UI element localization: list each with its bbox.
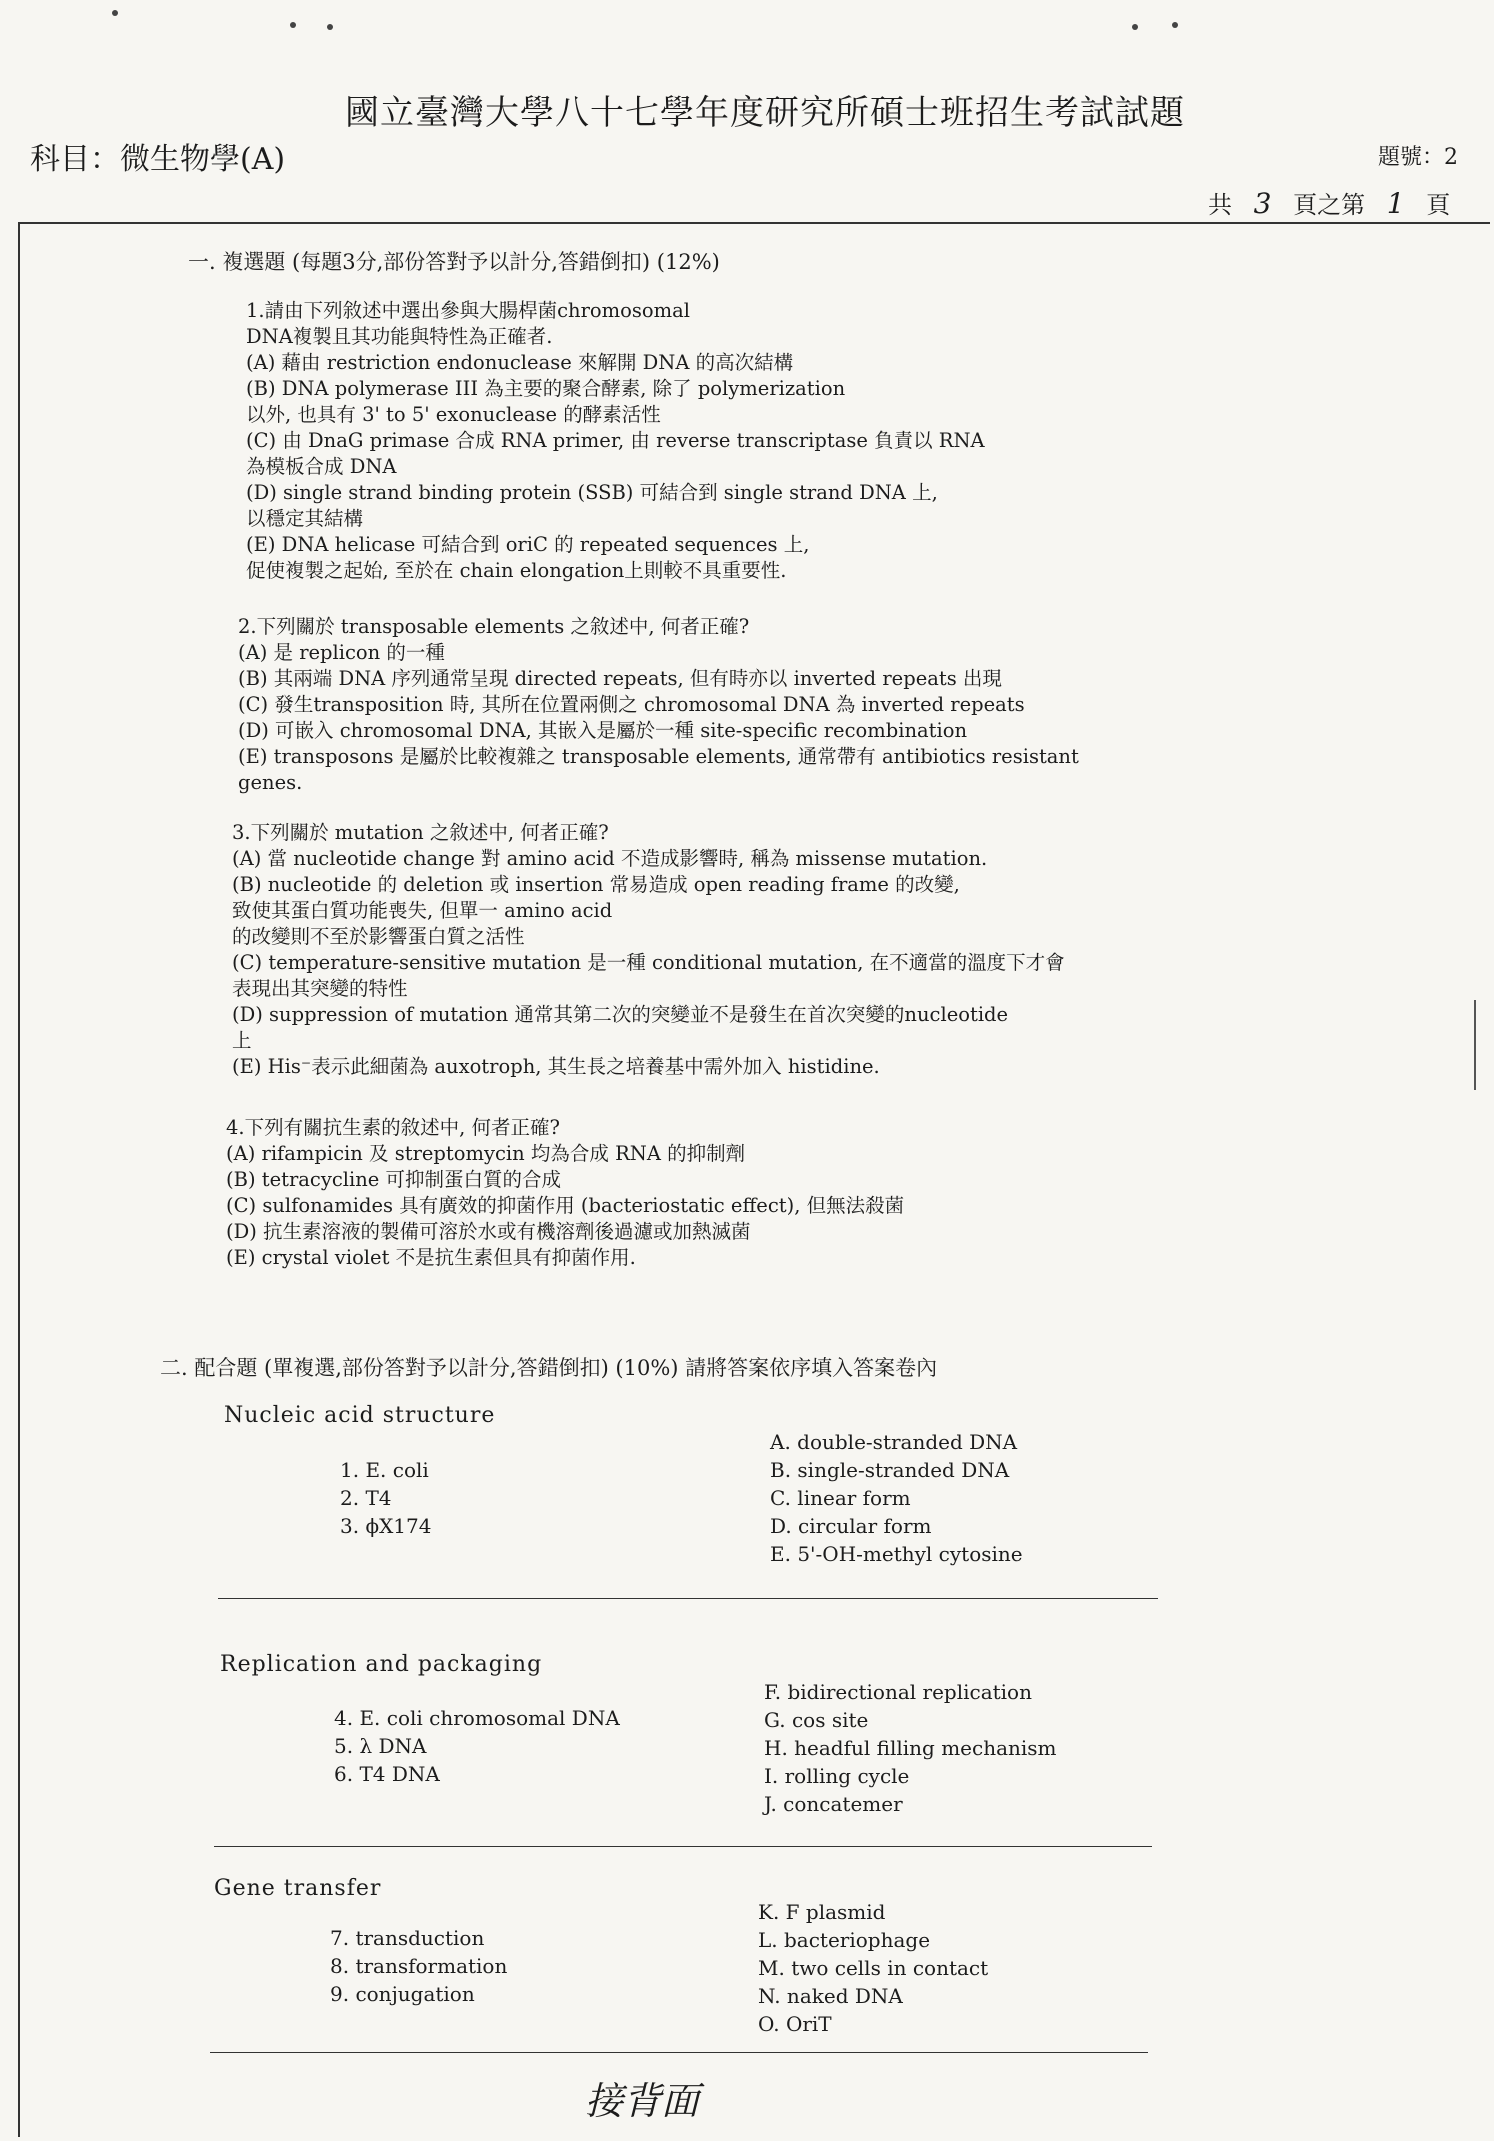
divider bbox=[214, 1846, 1152, 1847]
page-frame-right bbox=[1474, 1000, 1476, 1090]
page-total: 3 bbox=[1253, 187, 1272, 220]
text-line: K. F plasmid bbox=[758, 1900, 886, 1924]
text-line: B. single-stranded DNA bbox=[770, 1458, 1010, 1482]
category-label: Gene transfer bbox=[214, 1876, 382, 1901]
text-line: 1. E. coli bbox=[340, 1458, 429, 1482]
text-line: L. bacteriophage bbox=[758, 1928, 931, 1952]
text-line: 以穩定其結構 bbox=[246, 507, 364, 530]
text-line: 6. T4 DNA bbox=[334, 1762, 440, 1786]
text-line: genes. bbox=[238, 771, 303, 794]
footer-note: 接背面 bbox=[585, 2079, 700, 2123]
text-line: A. double-stranded DNA bbox=[770, 1430, 1018, 1454]
text-line: D. circular form bbox=[770, 1514, 932, 1538]
text-line: 8. transformation bbox=[330, 1954, 508, 1978]
text-line: (A) 當 nucleotide change 對 amino acid 不造成影響時, 稱為 missense mutation. bbox=[232, 847, 988, 870]
text-line: (C) 由 DnaG primase 合成 RNA primer, 由 reverse transcriptase 負責以 RNA bbox=[246, 429, 985, 452]
text-line: (B) nucleotide 的 deletion 或 insertion 常易造成 open reading frame 的改變, bbox=[232, 873, 960, 896]
text-line: 7. transduction bbox=[330, 1926, 485, 1950]
scan-speck bbox=[290, 22, 296, 28]
question-1 bbox=[246, 298, 985, 584]
text-line: F. bidirectional replication bbox=[764, 1680, 1032, 1704]
text-line: C. linear form bbox=[770, 1486, 911, 1510]
exam-title: 國立臺灣大學八十七學年度研究所碩士班招生考試試題 bbox=[345, 93, 1185, 133]
text-line: 4. E. coli chromosomal DNA bbox=[334, 1706, 620, 1730]
text-line: 為模板合成 DNA bbox=[246, 455, 397, 478]
page-frame-top bbox=[18, 222, 1490, 224]
text-line: (B) tetracycline 可抑制蛋白質的合成 bbox=[226, 1168, 562, 1191]
text-line: (C) temperature-sensitive mutation 是一種 conditional mutation, 在不適當的溫度下才會 bbox=[232, 951, 1065, 974]
text-line: 表現出其突變的特性 bbox=[232, 977, 408, 1000]
text-line: 3.下列關於 mutation 之敘述中, 何者正確? bbox=[232, 821, 609, 844]
text-line: 4.下列有關抗生素的敘述中, 何者正確? bbox=[226, 1116, 560, 1139]
divider bbox=[210, 2052, 1148, 2053]
page-info-mid: 頁之第 bbox=[1293, 191, 1366, 219]
text-line: (A) rifampicin 及 streptomycin 均為合成 RNA 的抑制劑 bbox=[226, 1142, 746, 1165]
text-line: (A) 藉由 restriction endonuclease 來解開 DNA 的高次結構 bbox=[246, 351, 794, 374]
match-left-list bbox=[334, 1704, 620, 1788]
scan-speck bbox=[1172, 22, 1178, 28]
text-line: (E) transposons 是屬於比較複雜之 transposable elements, 通常帶有 antibiotics resistant bbox=[238, 745, 1079, 768]
text-line: (C) sulfonamides 具有廣效的抑菌作用 (bacteriostatic effect), 但無法殺菌 bbox=[226, 1194, 905, 1217]
text-line: 致使其蛋白質功能喪失, 但單一 amino acid bbox=[232, 899, 613, 922]
text-line: M. two cells in contact bbox=[758, 1956, 989, 1980]
text-line: G. cos site bbox=[764, 1708, 869, 1732]
match-right-list bbox=[758, 1898, 988, 2038]
text-line: (E) DNA helicase 可結合到 oriC 的 repeated sequences 上, bbox=[246, 533, 810, 556]
text-line: (D) single strand binding protein (SSB) 可結合到 single strand DNA 上, bbox=[246, 481, 938, 504]
divider bbox=[218, 1598, 1158, 1599]
match-right-list bbox=[764, 1678, 1057, 1818]
text-line: 3. ϕX174 bbox=[340, 1514, 432, 1538]
text-line: 9. conjugation bbox=[330, 1982, 475, 2006]
text-line: 2.下列關於 transposable elements 之敘述中, 何者正確? bbox=[238, 615, 750, 638]
text-line: N. naked DNA bbox=[758, 1984, 903, 2008]
text-line: (D) suppression of mutation 通常其第二次的突變並不是發生在首次突變的nucleotide bbox=[232, 1003, 1009, 1026]
text-line: 2. T4 bbox=[340, 1486, 392, 1510]
text-line: 上 bbox=[232, 1029, 252, 1052]
match-right-list bbox=[770, 1428, 1023, 1568]
text-line: O. OriT bbox=[758, 2012, 832, 2036]
text-line: (D) 抗生素溶液的製備可溶於水或有機溶劑後過濾或加熱滅菌 bbox=[226, 1220, 751, 1243]
text-line: E. 5'-OH-methyl cytosine bbox=[770, 1542, 1023, 1566]
page-frame-left bbox=[18, 222, 20, 2137]
category-label: Replication and packaging bbox=[220, 1652, 543, 1677]
text-line: 促使複製之起始, 至於在 chain elongation上則較不具重要性. bbox=[246, 559, 787, 582]
page-current: 1 bbox=[1386, 187, 1405, 220]
question-number: 題號：2 bbox=[1378, 145, 1458, 170]
text-line: J. concatemer bbox=[764, 1792, 903, 1816]
text-line: 以外, 也具有 3' to 5' exonuclease 的酵素活性 bbox=[246, 403, 661, 426]
section1-heading: 一. 複選題 (每題3分,部份答對予以計分,答錯倒扣) (12%) bbox=[188, 250, 720, 274]
question-3 bbox=[232, 820, 1065, 1080]
question-4 bbox=[226, 1115, 904, 1271]
text-line: 5. λ DNA bbox=[334, 1734, 427, 1758]
text-line: DNA複製且其功能與特性為正確者. bbox=[246, 325, 553, 348]
text-line: (A) 是 replicon 的一種 bbox=[238, 641, 445, 664]
page-info-suffix: 頁 bbox=[1426, 191, 1451, 219]
text-line: 的改變則不至於影響蛋白質之活性 bbox=[232, 925, 525, 948]
text-line: (B) DNA polymerase III 為主要的聚合酵素, 除了 polymerization bbox=[246, 377, 846, 400]
scan-speck bbox=[327, 24, 333, 30]
text-line: 1.請由下列敘述中選出參與大腸桿菌chromosomal bbox=[246, 299, 690, 322]
question-2 bbox=[238, 614, 1079, 796]
page-info-prefix: 共 bbox=[1208, 191, 1232, 219]
text-line: (D) 可嵌入 chromosomal DNA, 其嵌入是屬於一種 site-specific recombination bbox=[238, 719, 968, 742]
text-line: (C) 發生transposition 時, 其所在位置兩側之 chromosomal DNA 為 inverted repeats bbox=[238, 693, 1025, 716]
match-left-list bbox=[330, 1924, 507, 2008]
scan-speck bbox=[112, 10, 118, 16]
category-label: Nucleic acid structure bbox=[224, 1403, 496, 1428]
text-line: (E) crystal violet 不是抗生素但具有抑菌作用. bbox=[226, 1246, 636, 1269]
page-info bbox=[1208, 185, 1450, 220]
text-line: (B) 其兩端 DNA 序列通常呈現 directed repeats, 但有時亦以 inverted repeats 出現 bbox=[238, 667, 1002, 690]
exam-subject: 科目：微生物學(A) bbox=[30, 142, 286, 177]
scan-speck bbox=[1132, 24, 1138, 30]
text-line: I. rolling cycle bbox=[764, 1764, 910, 1788]
text-line: (E) His⁻表示此細菌為 auxotroph, 其生長之培養基中需外加入 histidine. bbox=[232, 1055, 880, 1078]
match-left-list bbox=[340, 1456, 431, 1540]
section2-heading: 二. 配合題 (單複選,部份答對予以計分,答錯倒扣) (10%) 請將答案依序填入答案卷內 bbox=[160, 1356, 938, 1380]
text-line: H. headful filling mechanism bbox=[764, 1736, 1057, 1760]
